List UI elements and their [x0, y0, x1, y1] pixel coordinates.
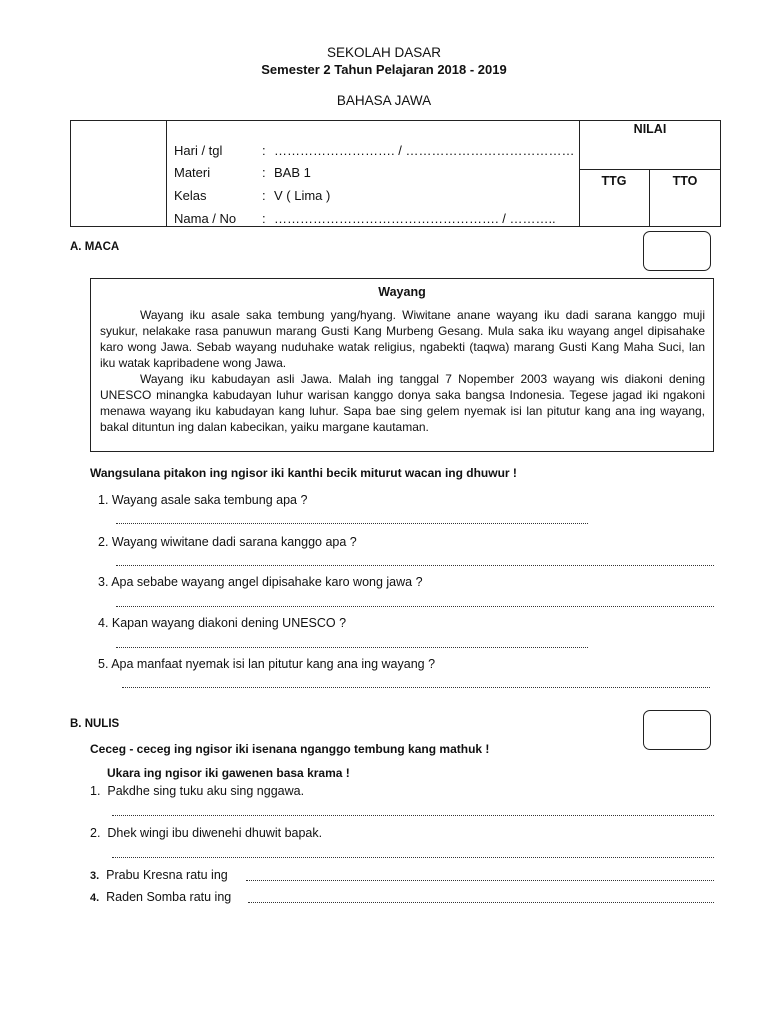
info-value: ……………………………………………. / ………..	[274, 211, 556, 226]
answer-line-2[interactable]	[116, 565, 714, 566]
info-row-nama: Nama / No : ……………………………………………. / ………..	[174, 211, 556, 226]
krama-item-2: 2. Dhek wingi ibu diwenehi dhuwit bapak.	[90, 826, 323, 840]
krama-answer-line-1[interactable]	[112, 815, 714, 816]
score-box-a	[643, 231, 711, 271]
section-b-instruction-2: Ukara ing ngisor iki gawenen basa krama !	[107, 766, 350, 780]
krama-item-1: 1. Pakdhe sing tuku aku sing nggawa.	[90, 784, 305, 798]
info-row-date: Hari / tgl : ………………………. / …………………………………	[174, 143, 575, 158]
info-row-materi: Materi : BAB 1	[174, 165, 311, 180]
subject-title: BAHASA JAWA	[336, 93, 432, 108]
reading-paragraph: Wayang iku kabudayan asli Jawa. Malah ing tanggal 7 Nopember 2003 wayang wis diakoni dening UNESCO minangka kabudayan luhur warisan kanggo donya saka bangsa Indonesia. Tegese jagad iki ngakoni menawa wayang iku kabudayan kang luhur. Sapa bae sing gelem nyemak isi lan pitutur kang ana ing wayang, bakal dituntun ing dalan kabecikan, yaiku margane kautaman.	[100, 372, 705, 434]
question-2: 2. Wayang wiwitane dadi sarana kanggo apa ?	[98, 535, 357, 549]
reading-box	[90, 278, 714, 452]
info-value: ………………………. / …………………………………	[274, 143, 575, 158]
fill-item-3: 3. Prabu Kresna ratu ing	[90, 868, 228, 882]
question-5: 5. Apa manfaat nyemak isi lan pitutur kang ana ing wayang ?	[98, 657, 436, 671]
section-a-title: A. MACA	[70, 241, 120, 253]
school-title: SEKOLAH DASAR	[326, 45, 442, 60]
reading-title: Wayang	[378, 285, 426, 299]
fill-item-4: 4. Raden Somba ratu ing	[90, 890, 232, 904]
reading-paragraph: Wayang iku asale saka tembung yang/hyang. Wiwitane anane wayang iku dadi sarana kanggo muji syukur, nelakake rasa panuwun marang Gusti Kang Murbeng Gesang. Mula saka iku wayang angel dipisahake karo wong Jawa. Sebab wayang nuduhake watak religius, ngabekti (taqwa) marang Gusti Kang Maha Suci, lan iku watak kapribadene wong Jawa.	[100, 308, 705, 370]
krama-answer-line-2[interactable]	[112, 857, 714, 858]
question-3: 3. Apa sebabe wayang angel dipisahake karo wong jawa ?	[98, 575, 423, 589]
ttg-label: TTG	[601, 174, 627, 188]
fill-answer-line-4[interactable]	[248, 902, 714, 903]
section-a-instruction: Wangsulana pitakon ing ngisor iki kanthi becik miturut wacan ing dhuwur !	[90, 466, 517, 480]
answer-line-5[interactable]	[122, 687, 710, 688]
question-4: 4. Kapan wayang diakoni dening UNESCO ?	[98, 616, 347, 630]
nilai-label: NILAI	[633, 122, 667, 136]
reading-text	[100, 307, 705, 435]
info-value: V ( Lima )	[274, 188, 331, 203]
answer-line-3[interactable]	[116, 606, 714, 607]
info-label: Materi	[174, 165, 211, 180]
section-b-instruction-1: Ceceg - ceceg ing ngisor iki isenana nganggo tembung kang mathuk !	[90, 742, 490, 756]
info-label: Nama / No	[174, 211, 237, 226]
score-box-b	[643, 710, 711, 750]
section-b-title: B. NULIS	[70, 718, 120, 730]
tto-label: TTO	[672, 174, 698, 188]
semester-title: Semester 2 Tahun Pelajaran 2018 - 2019	[261, 62, 507, 77]
question-1: 1. Wayang asale saka tembung apa ?	[98, 493, 308, 507]
fill-answer-line-3[interactable]	[246, 880, 714, 881]
answer-line-1[interactable]	[116, 523, 588, 524]
info-label: Kelas	[174, 188, 207, 203]
info-value: BAB 1	[274, 165, 311, 180]
info-row-kelas: Kelas : V ( Lima )	[174, 188, 331, 203]
info-label: Hari / tgl	[174, 143, 223, 158]
answer-line-4[interactable]	[116, 647, 588, 648]
